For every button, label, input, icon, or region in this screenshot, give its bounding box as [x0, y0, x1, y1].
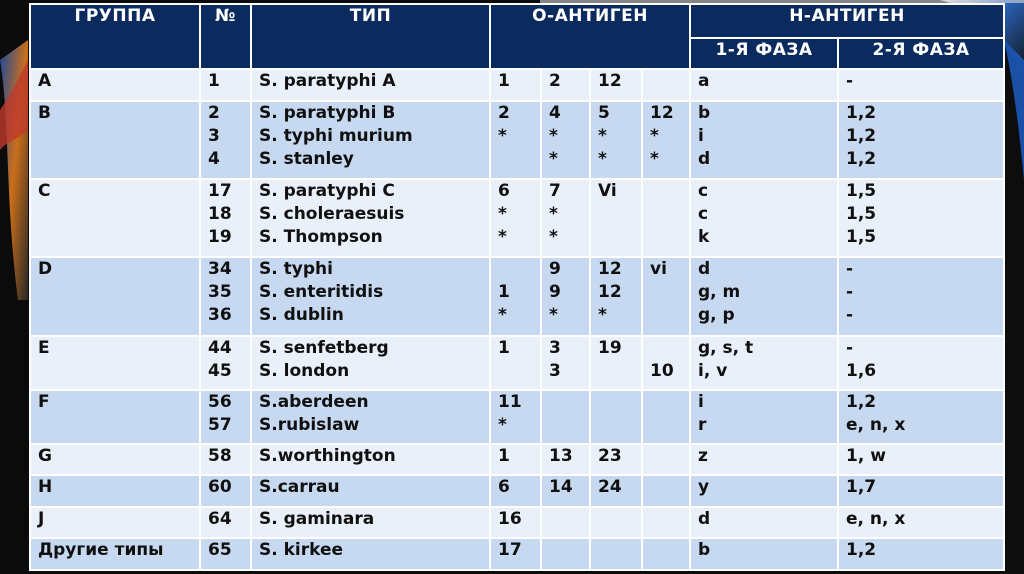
- h-phase1-line: k: [698, 226, 710, 247]
- o-antigen-col4-line: vi: [650, 259, 667, 280]
- o-antigen-col1-line: 6: [498, 180, 510, 201]
- o-antigen-col2-line: 9: [549, 259, 561, 280]
- number-cell: [200, 475, 251, 507]
- table-row: [30, 444, 1004, 476]
- o-antigen-col1-line: 1: [498, 337, 510, 358]
- type-line: S. paratyphi A: [259, 71, 396, 91]
- o-antigen-col4-cell: [642, 444, 690, 476]
- o-antigen-col1-line: 1: [498, 282, 510, 303]
- header-number: №: [200, 4, 251, 69]
- o-antigen-col3-cell: [590, 101, 642, 179]
- o-antigen-col2-line: 4: [549, 102, 561, 123]
- o-antigen-col1-line: *: [498, 305, 507, 326]
- h-phase1-cell: [690, 336, 838, 390]
- o-antigen-col1-line: [498, 258, 540, 281]
- number-cell: [200, 101, 251, 179]
- group-cell: [30, 69, 200, 101]
- type-line: S. paratyphi C: [259, 180, 395, 201]
- h-phase1-cell: [690, 444, 838, 476]
- type-line: S. gaminara: [259, 508, 375, 529]
- h-phase2-line: 1,5: [846, 180, 877, 201]
- o-antigen-col1-line: *: [498, 125, 507, 146]
- group-cell: [30, 390, 200, 444]
- number-line: 44: [208, 337, 232, 358]
- group-label: H: [38, 477, 53, 498]
- o-antigen-col4-cell: [642, 101, 690, 179]
- o-antigen-col3-cell: [590, 475, 642, 507]
- group-label: Другие типы: [38, 540, 164, 561]
- header-phase-2: 2-Я ФАЗА: [838, 38, 1004, 69]
- o-antigen-col1-cell: [490, 69, 541, 101]
- o-antigen-col1-line: *: [498, 414, 507, 435]
- o-antigen-col2-cell: [541, 101, 590, 179]
- h-phase1-line: i: [698, 391, 704, 412]
- number-line: 17: [208, 180, 232, 201]
- number-line: 45: [208, 360, 232, 381]
- h-phase1-line: d: [698, 508, 711, 529]
- type-line: S. dublin: [259, 305, 344, 326]
- h-phase2-cell: [838, 475, 1004, 507]
- table-row: [30, 507, 1004, 539]
- o-antigen-col3-line: [598, 391, 641, 414]
- o-antigen-col3-line: 19: [598, 337, 622, 358]
- h-phase1-line: c: [698, 180, 709, 201]
- type-cell: [251, 475, 490, 507]
- number-line: 19: [208, 226, 232, 247]
- o-antigen-col3-line: 12: [598, 282, 622, 303]
- group-label: G: [38, 445, 52, 466]
- o-antigen-col3-cell: [590, 444, 642, 476]
- o-antigen-col3-line: 5: [598, 102, 610, 123]
- o-antigen-col4-cell: [642, 475, 690, 507]
- o-antigen-col2-cell: [541, 336, 590, 390]
- o-antigen-col2-cell: [541, 69, 590, 101]
- h-phase2-line: 1,7: [846, 477, 877, 498]
- number-line: 1: [208, 71, 220, 91]
- number-cell: [200, 336, 251, 390]
- o-antigen-col2-line: 2: [549, 71, 561, 91]
- table-row: [30, 69, 1004, 101]
- group-label: B: [38, 102, 51, 123]
- o-antigen-col2-line: 9: [549, 282, 561, 303]
- table-body: [30, 69, 1004, 570]
- group-label: C: [38, 180, 51, 201]
- o-antigen-col4-cell: [642, 336, 690, 390]
- o-antigen-col2-line: *: [549, 226, 558, 247]
- number-line: 3: [208, 125, 220, 146]
- o-antigen-col2-line: *: [549, 203, 558, 224]
- h-phase1-cell: [690, 507, 838, 539]
- number-line: 36: [208, 305, 232, 326]
- h-phase2-line: e, n, x: [846, 508, 906, 529]
- h-phase2-cell: [838, 101, 1004, 179]
- o-antigen-col4-line: *: [650, 125, 659, 146]
- group-label: A: [38, 71, 52, 91]
- table-row: [30, 101, 1004, 179]
- number-cell: [200, 179, 251, 257]
- o-antigen-col3-cell: [590, 538, 642, 570]
- table-row: [30, 179, 1004, 257]
- o-antigen-col2-cell: [541, 507, 590, 539]
- o-antigen-col1-line: *: [498, 203, 507, 224]
- o-antigen-col1-line: 1: [498, 445, 510, 466]
- o-antigen-col4-cell: [642, 69, 690, 101]
- type-line: S.rubislaw: [259, 414, 360, 435]
- o-antigen-col2-line: [549, 391, 589, 414]
- o-antigen-col4-line: [650, 337, 689, 360]
- type-cell: [251, 101, 490, 179]
- o-antigen-col2-line: 3: [549, 360, 561, 381]
- h-phase1-cell: [690, 390, 838, 444]
- h-phase2-line: -: [846, 71, 854, 91]
- group-cell: [30, 507, 200, 539]
- group-label: F: [38, 391, 50, 412]
- group-label: E: [38, 337, 50, 358]
- o-antigen-col2-cell: [541, 257, 590, 335]
- o-antigen-col3-cell: [590, 257, 642, 335]
- group-cell: [30, 475, 200, 507]
- table-row: [30, 257, 1004, 335]
- h-phase1-line: a: [698, 71, 710, 91]
- h-phase1-line: c: [698, 203, 709, 224]
- h-phase2-cell: [838, 257, 1004, 335]
- o-antigen-col3-line: [598, 539, 641, 562]
- h-phase2-cell: [838, 69, 1004, 101]
- o-antigen-col2-line: 14: [549, 477, 573, 498]
- o-antigen-col3-cell: [590, 69, 642, 101]
- o-antigen-col4-line: [650, 445, 689, 468]
- number-line: 35: [208, 282, 232, 303]
- h-phase1-cell: [690, 538, 838, 570]
- o-antigen-col4-cell: [642, 507, 690, 539]
- type-line: S. typhi: [259, 259, 333, 280]
- h-phase2-line: -: [846, 282, 854, 303]
- number-line: 34: [208, 259, 232, 280]
- h-phase1-line: i: [698, 125, 704, 146]
- group-cell: [30, 336, 200, 390]
- h-phase1-line: g, p: [698, 305, 735, 326]
- h-phase1-line: d: [698, 148, 711, 169]
- h-phase1-line: z: [698, 445, 708, 466]
- o-antigen-col1-cell: [490, 179, 541, 257]
- type-line: S. senfetberg: [259, 337, 389, 358]
- o-antigen-col2-cell: [541, 444, 590, 476]
- h-phase1-cell: [690, 101, 838, 179]
- o-antigen-col4-cell: [642, 257, 690, 335]
- o-antigen-col2-line: 13: [549, 445, 573, 466]
- o-antigen-col1-line: *: [498, 226, 507, 247]
- type-line: S. london: [259, 360, 350, 381]
- h-phase2-cell: [838, 336, 1004, 390]
- h-phase1-line: y: [698, 477, 710, 498]
- h-phase1-cell: [690, 257, 838, 335]
- h-phase1-cell: [690, 475, 838, 507]
- o-antigen-col2-cell: [541, 390, 590, 444]
- type-cell: [251, 507, 490, 539]
- o-antigen-col2-line: *: [549, 148, 558, 169]
- o-antigen-col3-line: *: [598, 125, 607, 146]
- h-phase2-line: -: [846, 259, 854, 280]
- o-antigen-col3-line: *: [598, 148, 607, 169]
- o-antigen-col1-line: 16: [498, 508, 522, 529]
- group-cell: [30, 257, 200, 335]
- o-antigen-col2-line: 3: [549, 337, 561, 358]
- h-phase2-line: 1,6: [846, 360, 877, 381]
- table-row: [30, 336, 1004, 390]
- o-antigen-col3-line: [598, 508, 641, 531]
- table-row: [30, 475, 1004, 507]
- salmonella-antigen-table: [29, 3, 1005, 571]
- o-antigen-col1-cell: [490, 538, 541, 570]
- o-antigen-col4-cell: [642, 538, 690, 570]
- o-antigen-col2-line: 7: [549, 180, 561, 201]
- header-group: ГРУППА: [30, 4, 200, 69]
- o-antigen-col4-line: 12: [650, 102, 674, 123]
- o-antigen-col4-line: [650, 70, 689, 93]
- o-antigen-col3-line: 23: [598, 445, 622, 466]
- number-line: 58: [208, 445, 232, 466]
- h-phase2-line: 1,2: [846, 391, 877, 412]
- o-antigen-col1-line: 2: [498, 102, 510, 123]
- type-cell: [251, 336, 490, 390]
- h-phase1-line: b: [698, 102, 711, 123]
- header-type: ТИП: [251, 4, 490, 69]
- o-antigen-col2-cell: [541, 179, 590, 257]
- h-phase2-line: 1,2: [846, 125, 877, 146]
- type-cell: [251, 69, 490, 101]
- h-phase1-line: g, s, t: [698, 337, 754, 358]
- o-antigen-col4-line: [650, 476, 689, 499]
- o-antigen-col1-line: 1: [498, 71, 510, 91]
- group-cell: [30, 101, 200, 179]
- type-cell: [251, 444, 490, 476]
- type-line: S. enteritidis: [259, 282, 384, 303]
- o-antigen-col2-line: [549, 539, 589, 562]
- o-antigen-col3-cell: [590, 390, 642, 444]
- type-line: S. typhi murium: [259, 125, 413, 146]
- type-line: S.aberdeen: [259, 391, 369, 412]
- type-cell: [251, 390, 490, 444]
- h-phase1-line: i, v: [698, 360, 728, 381]
- o-antigen-col4-cell: [642, 179, 690, 257]
- o-antigen-col3-cell: [590, 179, 642, 257]
- number-cell: [200, 538, 251, 570]
- o-antigen-col3-line: 12: [598, 71, 622, 91]
- number-cell: [200, 390, 251, 444]
- o-antigen-col3-cell: [590, 336, 642, 390]
- h-phase1-cell: [690, 69, 838, 101]
- h-phase2-line: 1,2: [846, 102, 877, 123]
- h-phase1-line: r: [698, 414, 707, 435]
- type-line: S. stanley: [259, 148, 354, 169]
- h-phase2-line: 1, w: [846, 445, 886, 466]
- o-antigen-col3-line: 12: [598, 259, 622, 280]
- number-cell: [200, 257, 251, 335]
- o-antigen-col1-cell: [490, 444, 541, 476]
- type-line: S. paratyphi B: [259, 102, 396, 123]
- number-line: 18: [208, 203, 232, 224]
- type-line: S.carrau: [259, 477, 340, 498]
- o-antigen-col3-line: *: [598, 305, 607, 326]
- type-line: S. kirkee: [259, 540, 344, 561]
- o-antigen-col1-line: 6: [498, 477, 510, 498]
- o-antigen-col4-line: 10: [650, 360, 674, 381]
- group-cell: [30, 538, 200, 570]
- o-antigen-col2-cell: [541, 475, 590, 507]
- h-phase2-cell: [838, 538, 1004, 570]
- o-antigen-col3-line: Vi: [598, 180, 617, 201]
- o-antigen-col1-cell: [490, 390, 541, 444]
- number-line: 56: [208, 391, 232, 412]
- o-antigen-col1-cell: [490, 475, 541, 507]
- o-antigen-col1-cell: [490, 257, 541, 335]
- type-cell: [251, 257, 490, 335]
- number-line: 2: [208, 102, 220, 123]
- number-line: 60: [208, 477, 232, 498]
- h-phase2-line: e, n, x: [846, 414, 906, 435]
- h-phase1-cell: [690, 179, 838, 257]
- h-phase2-line: 1,5: [846, 203, 877, 224]
- o-antigen-col1-line: 11: [498, 391, 522, 412]
- h-phase2-cell: [838, 507, 1004, 539]
- o-antigen-col4-cell: [642, 390, 690, 444]
- type-line: S.worthington: [259, 445, 396, 466]
- h-phase2-cell: [838, 390, 1004, 444]
- header-o-antigen: О-АНТИГЕН: [490, 4, 690, 69]
- h-phase2-line: -: [846, 337, 854, 358]
- group-cell: [30, 179, 200, 257]
- number-line: 65: [208, 540, 232, 561]
- h-phase2-cell: [838, 179, 1004, 257]
- type-line: S. Thompson: [259, 226, 383, 247]
- h-phase2-cell: [838, 444, 1004, 476]
- group-label: D: [38, 259, 53, 280]
- h-phase1-line: b: [698, 540, 711, 561]
- h-phase2-line: -: [846, 305, 854, 326]
- o-antigen-col4-line: [650, 539, 689, 562]
- o-antigen-col2-line: [549, 508, 589, 531]
- type-cell: [251, 179, 490, 257]
- number-line: 57: [208, 414, 232, 435]
- table-row: [30, 538, 1004, 570]
- number-cell: [200, 444, 251, 476]
- h-phase2-line: 1,5: [846, 226, 877, 247]
- o-antigen-col3-cell: [590, 507, 642, 539]
- o-antigen-col2-line: *: [549, 125, 558, 146]
- number-cell: [200, 69, 251, 101]
- o-antigen-col3-line: 24: [598, 477, 622, 498]
- o-antigen-col1-cell: [490, 507, 541, 539]
- o-antigen-col1-cell: [490, 336, 541, 390]
- type-line: S. choleraesuis: [259, 203, 405, 224]
- o-antigen-col2-line: *: [549, 305, 558, 326]
- o-antigen-col1-line: 17: [498, 540, 522, 561]
- number-line: 4: [208, 148, 220, 169]
- group-label: J: [38, 508, 45, 529]
- number-line: 64: [208, 508, 232, 529]
- table-row: [30, 390, 1004, 444]
- h-phase1-line: d: [698, 259, 711, 280]
- group-cell: [30, 444, 200, 476]
- h-phase2-line: 1,2: [846, 148, 877, 169]
- type-cell: [251, 538, 490, 570]
- o-antigen-col2-cell: [541, 538, 590, 570]
- o-antigen-col4-line: [650, 508, 689, 531]
- o-antigen-col4-line: *: [650, 148, 659, 169]
- header-phase-1: 1-Я ФАЗА: [690, 38, 838, 69]
- h-phase1-line: g, m: [698, 282, 741, 303]
- o-antigen-col4-line: [650, 180, 689, 203]
- h-phase2-line: 1,2: [846, 540, 877, 561]
- number-cell: [200, 507, 251, 539]
- o-antigen-col1-cell: [490, 101, 541, 179]
- o-antigen-col4-line: [650, 391, 689, 414]
- header-h-antigen: Н-АНТИГЕН: [690, 4, 1004, 38]
